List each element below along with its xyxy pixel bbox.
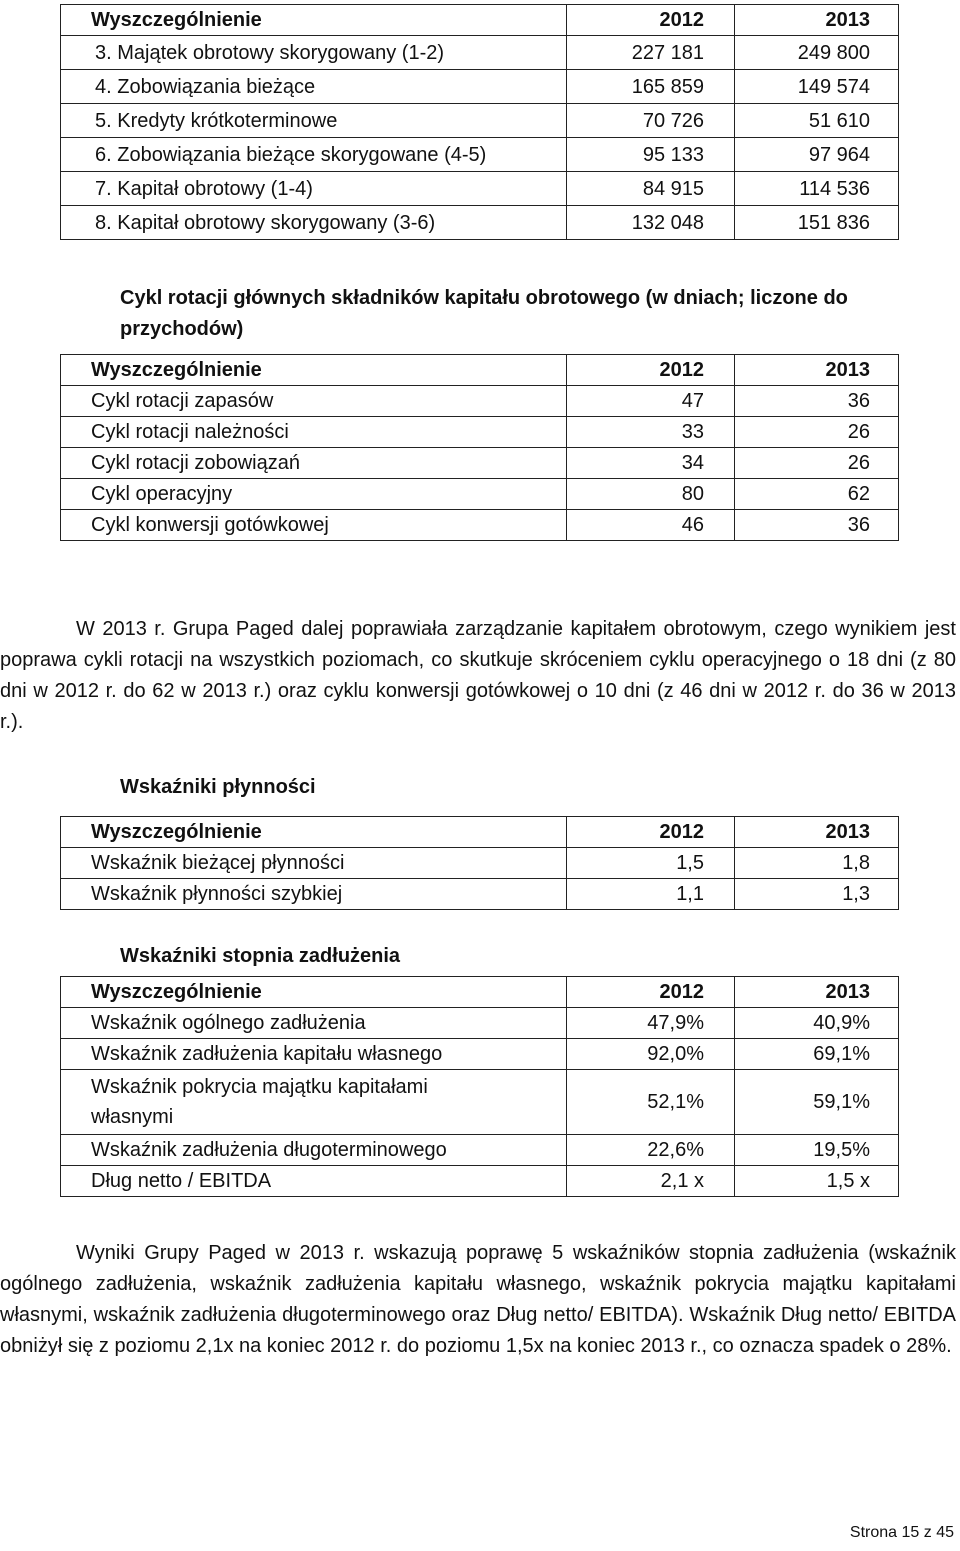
header-cell: Wyszczególnienie	[61, 355, 567, 386]
value-2012: 165 859	[567, 70, 735, 104]
value-2012: 1,1	[567, 879, 735, 910]
value-2012: 34	[567, 448, 735, 479]
header-cell: 2013	[735, 817, 899, 848]
debt-table	[60, 976, 899, 1197]
table-row	[61, 386, 899, 417]
table-header-row	[61, 5, 899, 36]
table-row	[61, 1039, 899, 1070]
value-2012: 95 133	[567, 138, 735, 172]
row-label: 7. Kapitał obrotowy (1-4)	[61, 172, 567, 206]
row-label: Wskaźnik zadłużenia kapitału własnego	[61, 1039, 567, 1070]
value-2013: 151 836	[735, 206, 899, 240]
value-2012: 52,1%	[567, 1070, 735, 1135]
table-row	[61, 479, 899, 510]
value-2013: 59,1%	[735, 1070, 899, 1135]
working-capital-table	[60, 4, 899, 240]
table-row	[61, 138, 899, 172]
value-2012: 46	[567, 510, 735, 541]
value-2013: 40,9%	[735, 1008, 899, 1039]
row-label: Wskaźnik zadłużenia długoterminowego	[61, 1135, 567, 1166]
value-2013: 114 536	[735, 172, 899, 206]
value-2012: 92,0%	[567, 1039, 735, 1070]
value-2012: 47	[567, 386, 735, 417]
value-2013: 1,5 x	[735, 1166, 899, 1197]
working-capital-paragraph: W 2013 r. Grupa Paged dalej poprawiała zarządzanie kapitałem obrotowym, czego wynikiem jest poprawa cykli rotacji na wszystkich poziomach, co skutkuje skróceniem cyklu operacyjnego o 18 dni (z 80 dni w 2012 r. do 62 w 2013 r.) oraz cyklu konwersji gotówkowej o 10 dni (z 46 dni w 2012 r. do 36 w 2013 r.).	[0, 618, 956, 733]
value-2013: 19,5%	[735, 1135, 899, 1166]
rotation-cycle-table	[60, 354, 899, 541]
value-2012: 132 048	[567, 206, 735, 240]
value-2012: 33	[567, 417, 735, 448]
value-2012: 80	[567, 479, 735, 510]
row-label: 8. Kapitał obrotowy skorygowany (3-6)	[61, 206, 567, 240]
debt-title: Wskaźniki stopnia zadłużenia	[120, 945, 401, 967]
value-2013: 149 574	[735, 70, 899, 104]
table-row	[61, 104, 899, 138]
value-2013: 36	[735, 386, 899, 417]
value-2013: 26	[735, 417, 899, 448]
table-row	[61, 510, 899, 541]
table-row	[61, 417, 899, 448]
row-label: Wskaźnik płynności szybkiej	[61, 879, 567, 910]
value-2013: 69,1%	[735, 1039, 899, 1070]
table-row	[61, 848, 899, 879]
table-row	[61, 206, 899, 240]
row-label: 3. Majątek obrotowy skorygowany (1-2)	[61, 36, 567, 70]
header-cell: Wyszczególnienie	[61, 977, 567, 1008]
row-label: Dług netto / EBITDA	[61, 1166, 567, 1197]
table-row	[61, 36, 899, 70]
table-row	[61, 70, 899, 104]
value-2012: 70 726	[567, 104, 735, 138]
table-header-row	[61, 355, 899, 386]
table-row	[61, 1135, 899, 1166]
table-header-row	[61, 977, 899, 1008]
value-2013: 26	[735, 448, 899, 479]
table-row	[61, 1166, 899, 1197]
header-cell: 2013	[735, 977, 899, 1008]
row-label: Wskaźnik bieżącej płynności	[61, 848, 567, 879]
value-2012: 1,5	[567, 848, 735, 879]
row-label: Cykl rotacji zobowiązań	[61, 448, 567, 479]
value-2013: 62	[735, 479, 899, 510]
header-cell: 2012	[567, 817, 735, 848]
header-cell: 2013	[735, 355, 899, 386]
value-2013: 249 800	[735, 36, 899, 70]
table-row	[61, 879, 899, 910]
value-2013: 1,8	[735, 848, 899, 879]
value-2012: 227 181	[567, 36, 735, 70]
row-label: 4. Zobowiązania bieżące	[61, 70, 567, 104]
row-label: Wskaźnik pokrycia majątku kapitałami własnymi	[61, 1070, 567, 1135]
header-cell: 2012	[567, 355, 735, 386]
table-row	[61, 172, 899, 206]
header-cell: Wyszczególnienie	[61, 5, 567, 36]
row-label: Cykl rotacji należności	[61, 417, 567, 448]
row-label: 6. Zobowiązania bieżące skorygowane (4-5)	[61, 138, 567, 172]
header-cell: 2013	[735, 5, 899, 36]
cycle-table-title: Cykl rotacji głównych składników kapitału obrotowego (w dniach; liczone do przychodów)	[120, 287, 848, 340]
value-2012: 2,1 x	[567, 1166, 735, 1197]
debt-paragraph: Wyniki Grupy Paged w 2013 r. wskazują poprawę 5 wskaźników stopnia zadłużenia (wskaźnik ogólnego zadłużenia, wskaźnik zadłużenia kapitału własnego, wskaźnik pokrycia majątku kapitałami własnymi, wskaźnik zadłużenia długoterminowego oraz Dług netto/ EBITDA). Wskaźnik Dług netto/ EBITDA obniżył się z poziomu 2,1x na koniec 2012 r. do poziomu 1,5x na koniec 2013 r., co oznacza spadek o 28%.	[0, 1242, 956, 1357]
row-label: Cykl rotacji zapasów	[61, 386, 567, 417]
row-label: Cykl operacyjny	[61, 479, 567, 510]
value-2013: 1,3	[735, 879, 899, 910]
value-2012: 47,9%	[567, 1008, 735, 1039]
liquidity-title: Wskaźniki płynności	[120, 776, 316, 798]
value-2012: 22,6%	[567, 1135, 735, 1166]
value-2013: 97 964	[735, 138, 899, 172]
header-cell: 2012	[567, 5, 735, 36]
value-2012: 84 915	[567, 172, 735, 206]
page-number: Strona 15 z 45	[849, 1524, 954, 1541]
table-row	[61, 1008, 899, 1039]
table-header-row	[61, 817, 899, 848]
row-label: 5. Kredyty krótkoterminowe	[61, 104, 567, 138]
row-label: Wskaźnik ogólnego zadłużenia	[61, 1008, 567, 1039]
table-row	[61, 448, 899, 479]
header-cell: Wyszczególnienie	[61, 817, 567, 848]
row-label: Cykl konwersji gotówkowej	[61, 510, 567, 541]
liquidity-table	[60, 816, 899, 910]
value-2013: 51 610	[735, 104, 899, 138]
header-cell: 2012	[567, 977, 735, 1008]
table-row	[61, 1070, 899, 1135]
value-2013: 36	[735, 510, 899, 541]
